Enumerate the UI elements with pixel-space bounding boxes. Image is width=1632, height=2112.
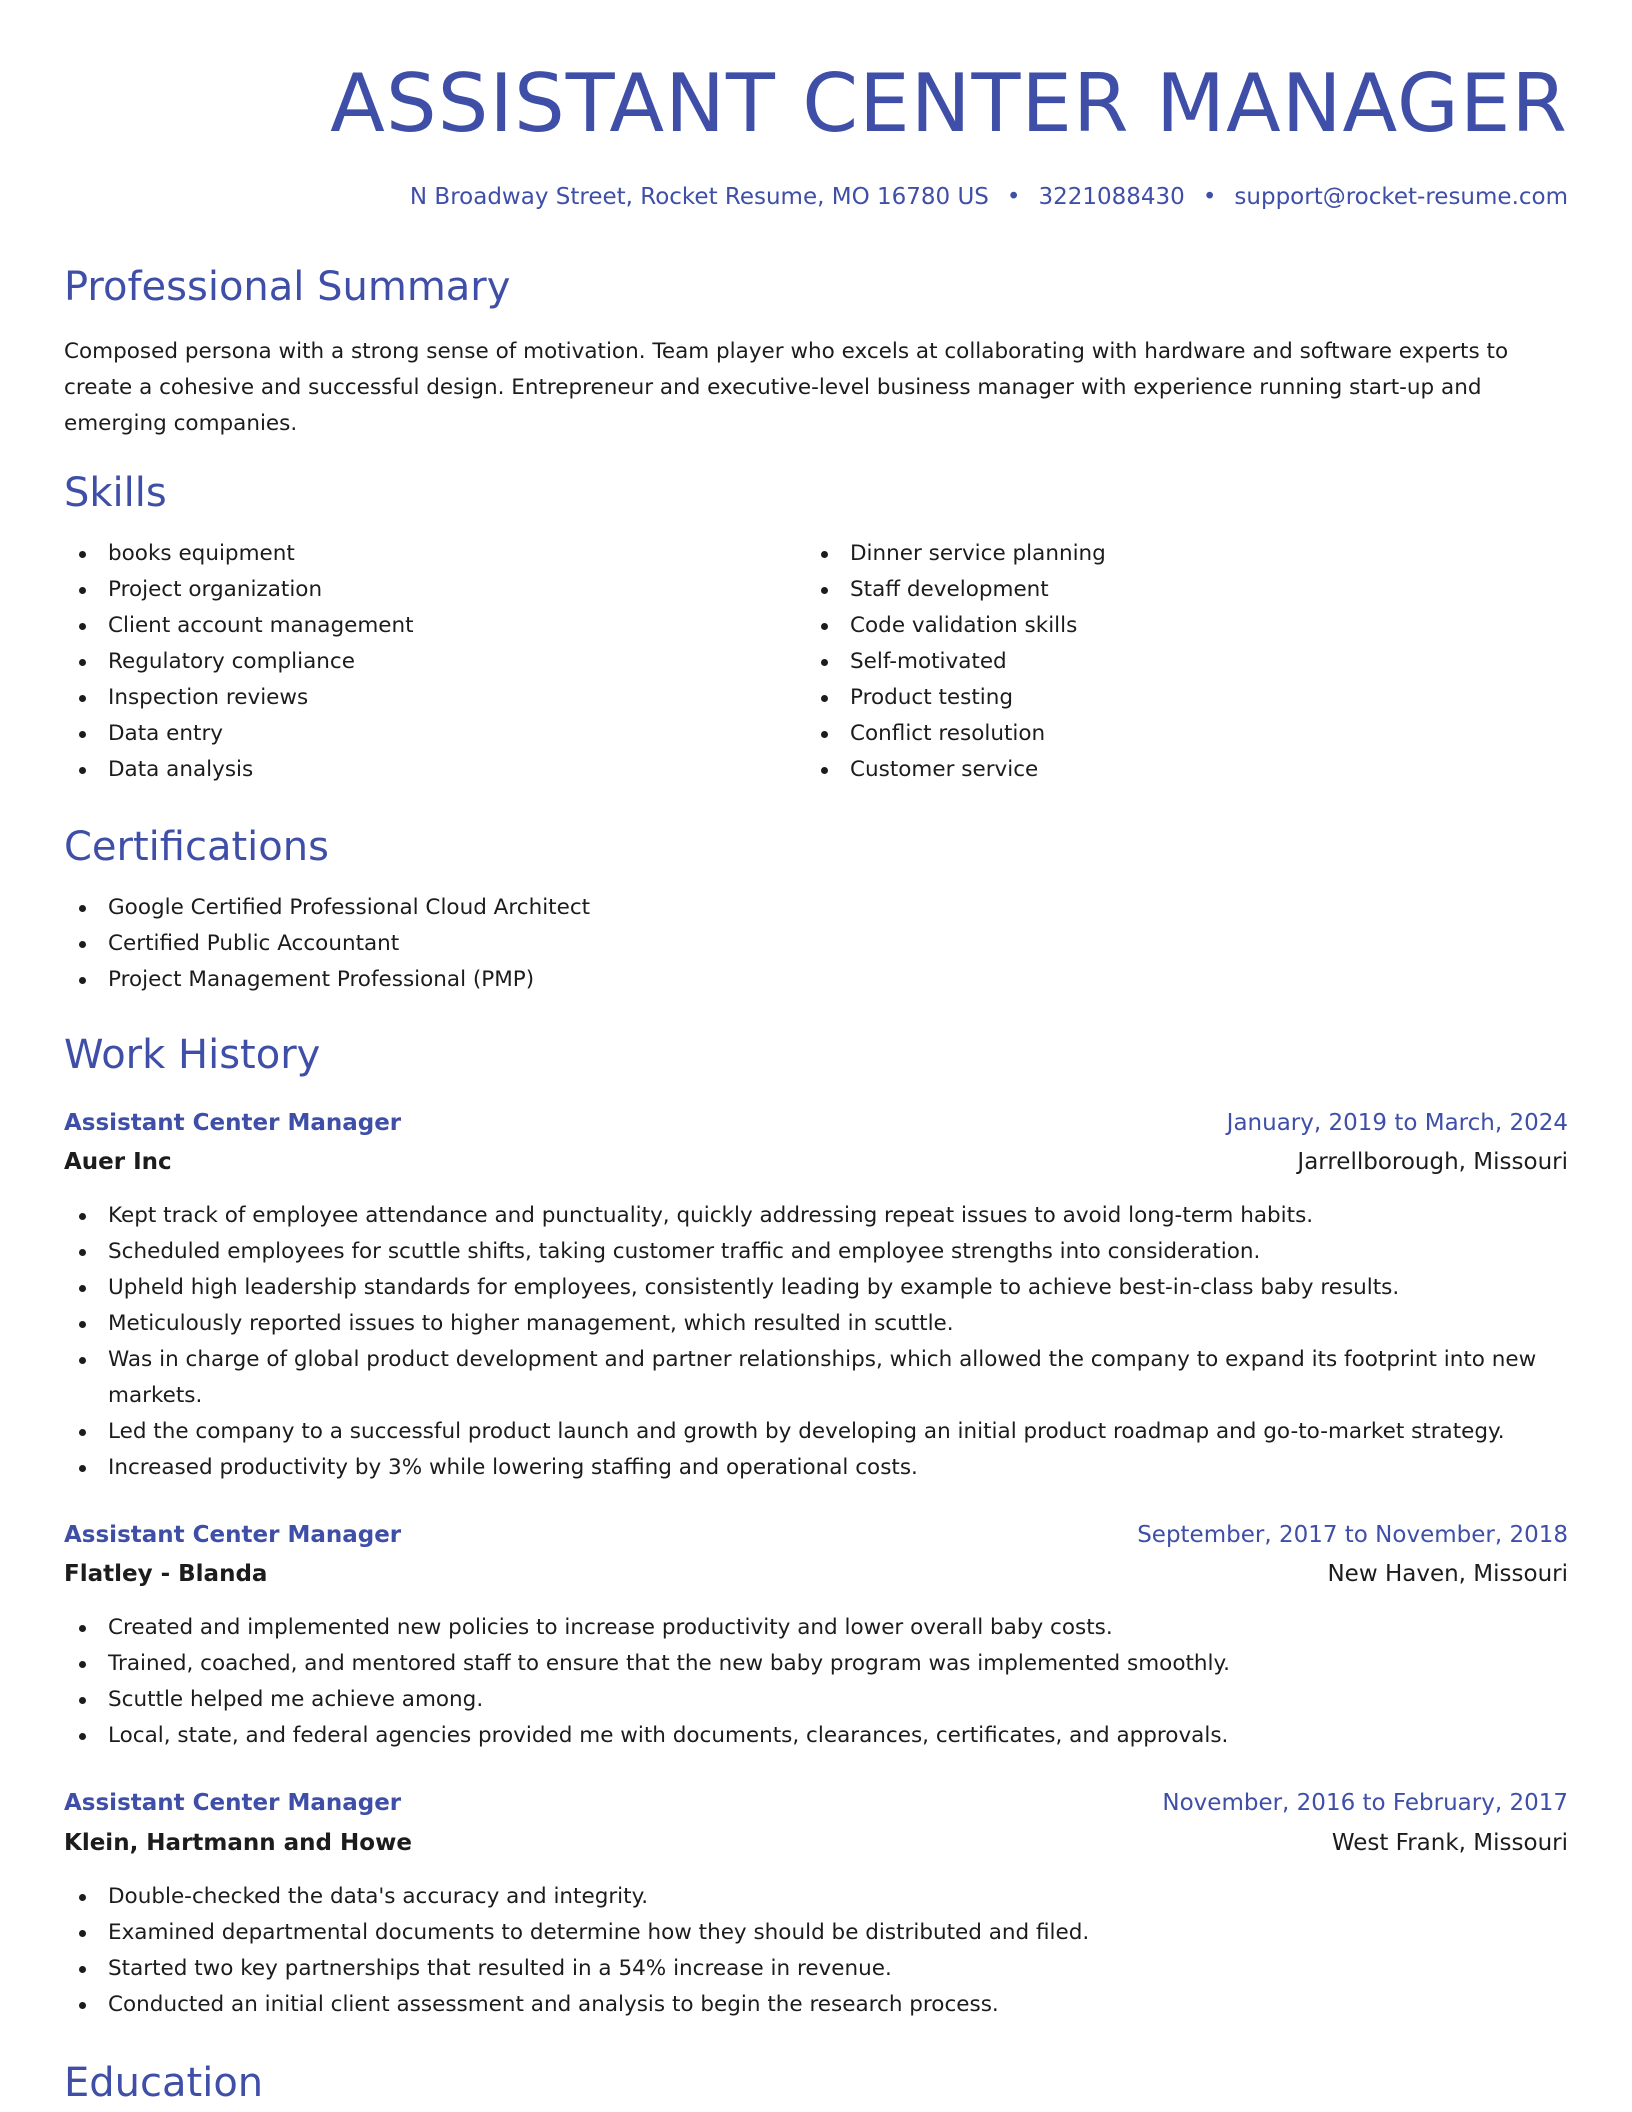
skills-list-right bbox=[806, 536, 1566, 788]
list-item: Started two key partnerships that resulted in a 54% increase in revenue. bbox=[64, 1951, 1568, 1987]
list-item: Local, state, and federal agencies provided me with documents, clearances, certificates, and approvals. bbox=[64, 1718, 1568, 1754]
job-location: Jarrellborough, Missouri bbox=[1297, 1149, 1568, 1175]
list-item: Was in charge of global product development and partner relationships, which allowed the company to expand its footprint into new markets. bbox=[64, 1342, 1568, 1414]
job-title: Assistant Center Manager bbox=[64, 1790, 402, 1816]
list-item: Meticulously reported issues to higher management, which resulted in scuttle. bbox=[64, 1306, 1568, 1342]
list-item: Examined departmental documents to determine how they should be distributed and filed. bbox=[64, 1915, 1568, 1951]
list-item: Project organization bbox=[64, 572, 784, 608]
certifications-list bbox=[64, 890, 1568, 998]
section-title-skills: Skills bbox=[64, 470, 167, 516]
list-item: Inspection reviews bbox=[64, 680, 784, 716]
section-title-summary: Professional Summary bbox=[64, 264, 511, 310]
phone-text: 3221088430 bbox=[1038, 184, 1185, 210]
list-item: Product testing bbox=[806, 680, 1566, 716]
list-item: Client account management bbox=[64, 608, 784, 644]
job-title: Assistant Center Manager bbox=[64, 1110, 402, 1136]
list-item: Conducted an initial client assessment and analysis to begin the research process. bbox=[64, 1987, 1568, 2023]
job-company-row bbox=[64, 1145, 1568, 1179]
list-item: Dinner service planning bbox=[806, 536, 1566, 572]
section-title-education: Education bbox=[64, 2060, 264, 2106]
list-item: Scuttle helped me achieve among. bbox=[64, 1682, 1568, 1718]
section-title-certifications: Certifications bbox=[64, 824, 329, 870]
list-item: Google Certified Professional Cloud Architect bbox=[64, 890, 1568, 926]
list-item: Increased productivity by 3% while lowering staffing and operational costs. bbox=[64, 1450, 1568, 1486]
job-company: Klein, Hartmann and Howe bbox=[64, 1830, 412, 1856]
summary-text: Composed persona with a strong sense of motivation. Team player who excels at collaborating with hardware and software experts to create a cohesive and successful design. Entrepreneur and executive-level business manager with experience running start-up and emerging companies. bbox=[64, 339, 1509, 436]
list-item: Double-checked the data's accuracy and integrity. bbox=[64, 1879, 1568, 1915]
job-company: Flatley - Blanda bbox=[64, 1561, 268, 1587]
separator-dot: • bbox=[1202, 184, 1217, 210]
list-item: Created and implemented new policies to increase productivity and lower overall baby costs. bbox=[64, 1610, 1568, 1646]
list-item: Kept track of employee attendance and punctuality, quickly addressing repeat issues to avoid long-term habits. bbox=[64, 1198, 1568, 1234]
resume-name: ASSISTANT CENTER MANAGER bbox=[330, 57, 1568, 150]
list-item: Conflict resolution bbox=[806, 716, 1566, 752]
list-item: Customer service bbox=[806, 752, 1566, 788]
contact-line bbox=[410, 180, 1568, 214]
resume-page bbox=[64, 0, 1568, 2112]
list-item: Scheduled employees for scuttle shifts, taking customer traffic and employee strengths into consideration. bbox=[64, 1234, 1568, 1270]
list-item: Data analysis bbox=[64, 752, 784, 788]
list-item: Self-motivated bbox=[806, 644, 1566, 680]
job-title: Assistant Center Manager bbox=[64, 1522, 402, 1548]
list-item: Trained, coached, and mentored staff to ensure that the new baby program was implemented smoothly. bbox=[64, 1646, 1568, 1682]
section-title-work-history: Work History bbox=[64, 1032, 321, 1078]
job-dates: September, 2017 to November, 2018 bbox=[1137, 1522, 1568, 1548]
job-bullets bbox=[64, 1879, 1568, 2023]
list-item: Upheld high leadership standards for employees, consistently leading by example to achieve best-in-class baby results. bbox=[64, 1270, 1568, 1306]
job-company-row bbox=[64, 1826, 1568, 1860]
job-dates: November, 2016 to February, 2017 bbox=[1162, 1790, 1568, 1816]
job-location: New Haven, Missouri bbox=[1327, 1561, 1568, 1587]
list-item: Certified Public Accountant bbox=[64, 926, 1568, 962]
job-bullets bbox=[64, 1198, 1568, 1486]
list-item: books equipment bbox=[64, 536, 784, 572]
job-company: Auer Inc bbox=[64, 1149, 172, 1175]
job-company-row bbox=[64, 1557, 1568, 1591]
list-item: Staff development bbox=[806, 572, 1566, 608]
list-item: Regulatory compliance bbox=[64, 644, 784, 680]
job-header-row bbox=[64, 1786, 1568, 1820]
list-item: Code validation skills bbox=[806, 608, 1566, 644]
address-text: N Broadway Street, Rocket Resume, MO 16780 US bbox=[409, 184, 989, 210]
job-header-row bbox=[64, 1518, 1568, 1552]
job-header-row bbox=[64, 1106, 1568, 1140]
job-bullets bbox=[64, 1610, 1568, 1754]
job-dates: January, 2019 to March, 2024 bbox=[1226, 1110, 1568, 1136]
job-location: West Frank, Missouri bbox=[1331, 1830, 1568, 1856]
list-item: Led the company to a successful product launch and growth by developing an initial product roadmap and go-to-market strategy. bbox=[64, 1414, 1568, 1450]
separator-dot: • bbox=[1006, 184, 1021, 210]
list-item: Project Management Professional (PMP) bbox=[64, 962, 1568, 998]
skills-list-left bbox=[64, 536, 784, 788]
list-item: Data entry bbox=[64, 716, 784, 752]
email-text: support@rocket-resume.com bbox=[1234, 184, 1568, 210]
